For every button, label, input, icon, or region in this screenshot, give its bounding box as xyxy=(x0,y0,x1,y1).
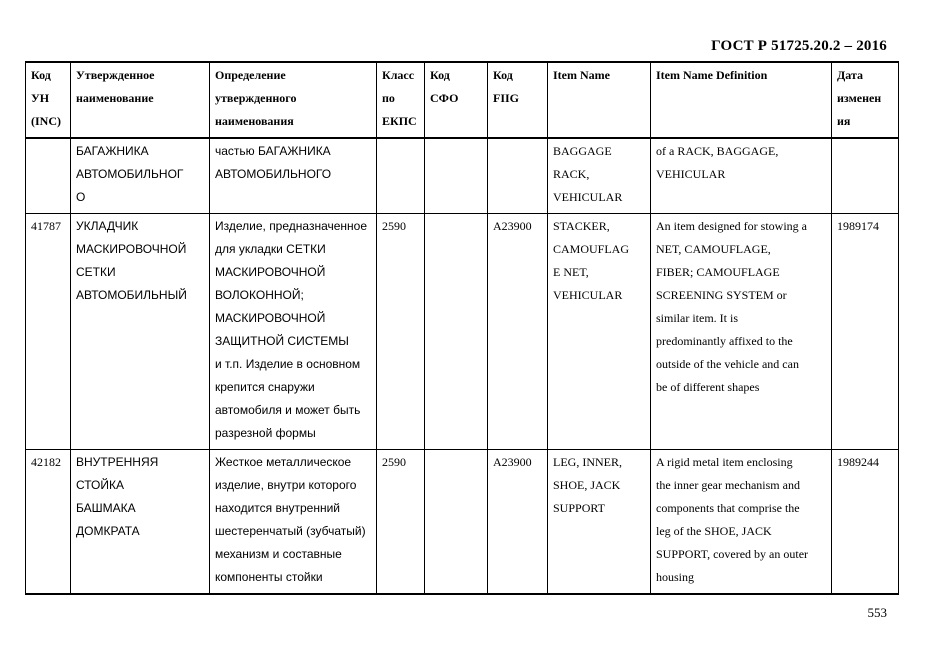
cell-definition: Изделие, предназначенное для укладки СЕТКИ МАСКИРОВОЧНОЙ ВОЛОКОННОЙ; МАСКИРОВОЧНОЙ ЗАЩИТНОЙ СИСТЕМЫ и т.п. Изделие в основном крепится снаружи автомобиля и может быть разрезной формы xyxy=(210,214,377,450)
cell-fiig xyxy=(488,138,548,214)
table-row xyxy=(26,138,899,214)
col-header-class: Класс по ЕКПС xyxy=(377,62,425,138)
col-header-approved-name: Утвержденное наименование xyxy=(71,62,210,138)
cell-sfo xyxy=(425,450,488,595)
cell-sfo xyxy=(425,138,488,214)
cell-date: 1989174 xyxy=(832,214,899,450)
cell-inc: 42182 xyxy=(26,450,71,595)
cell-sfo xyxy=(425,214,488,450)
col-header-inc: Код УН (INC) xyxy=(26,62,71,138)
page-number: 553 xyxy=(867,605,887,620)
document-title: ГОСТ Р 51725.20.2 – 2016 xyxy=(711,38,887,54)
cell-class xyxy=(377,138,425,214)
table-row xyxy=(26,450,899,595)
cell-definition: Жесткое металлическое изделие, внутри которого находится внутренний шестеренчатый (зубчатый) механизм и составные компоненты стойки xyxy=(210,450,377,595)
classification-table xyxy=(25,61,899,595)
cell-item-name: LEG, INNER, SHOE, JACK SUPPORT xyxy=(548,450,651,595)
cell-inc: 41787 xyxy=(26,214,71,450)
col-header-item-name: Item Name xyxy=(548,62,651,138)
cell-class: 2590 xyxy=(377,214,425,450)
col-header-fiig: Код FIIG xyxy=(488,62,548,138)
cell-definition: частью БАГАЖНИКА АВТОМОБИЛЬНОГО xyxy=(210,138,377,214)
cell-class: 2590 xyxy=(377,450,425,595)
col-header-sfo: Код СФО xyxy=(425,62,488,138)
col-header-date: Дата изменен ия xyxy=(832,62,899,138)
cell-item-def: of a RACK, BAGGAGE, VEHICULAR xyxy=(651,138,832,214)
cell-fiig: A23900 xyxy=(488,450,548,595)
cell-inc xyxy=(26,138,71,214)
col-header-item-def: Item Name Definition xyxy=(651,62,832,138)
cell-date: 1989244 xyxy=(832,450,899,595)
cell-approved-name: ВНУТРЕННЯЯ СТОЙКА БАШМАКА ДОМКРАТА xyxy=(71,450,210,595)
cell-approved-name: УКЛАДЧИК МАСКИРОВОЧНОЙ СЕТКИ АВТОМОБИЛЬНЫЙ xyxy=(71,214,210,450)
cell-item-name: BAGGAGE RACK, VEHICULAR xyxy=(548,138,651,214)
cell-item-def: An item designed for stowing a NET, CAMOUFLAGE, FIBER; CAMOUFLAGE SCREENING SYSTEM or similar item. It is predominantly affixed to the outside of the vehicle and can be of different shapes xyxy=(651,214,832,450)
col-header-definition: Определение утвержденного наименования xyxy=(210,62,377,138)
cell-item-def: A rigid metal item enclosing the inner gear mechanism and components that comprise the leg of the SHOE, JACK SUPPORT, covered by an outer housing xyxy=(651,450,832,595)
table-header-row xyxy=(26,62,899,138)
cell-item-name: STACKER, CAMOUFLAG E NET, VEHICULAR xyxy=(548,214,651,450)
cell-fiig: A23900 xyxy=(488,214,548,450)
cell-approved-name: БАГАЖНИКА АВТОМОБИЛЬНОГ О xyxy=(71,138,210,214)
table-row xyxy=(26,214,899,450)
cell-date xyxy=(832,138,899,214)
